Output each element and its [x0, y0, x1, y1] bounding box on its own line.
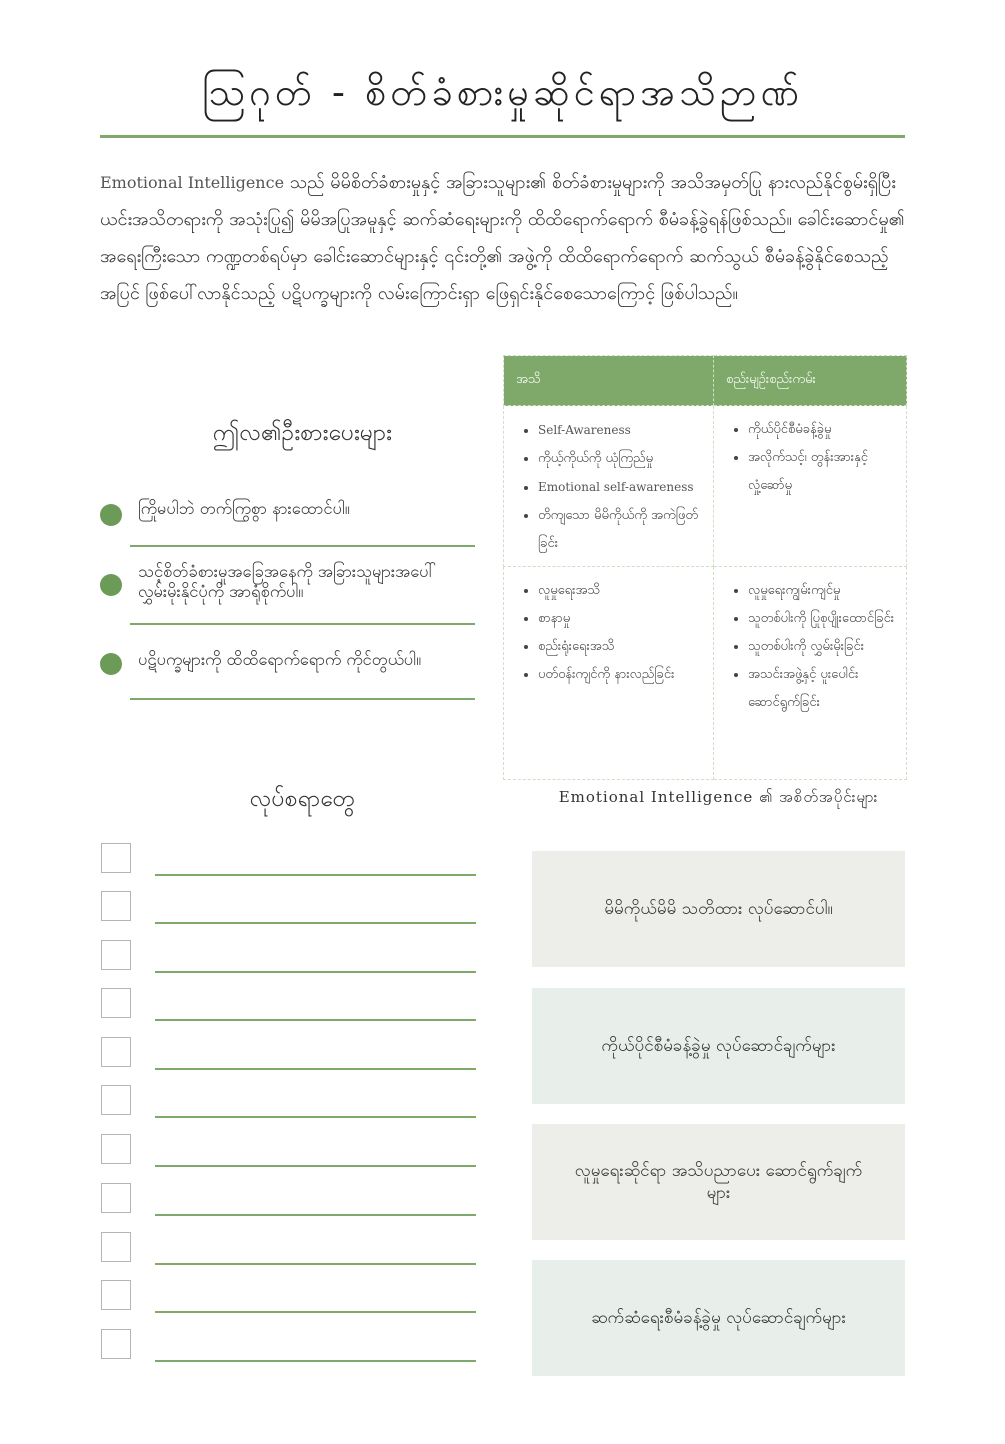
- tip-divider: [130, 623, 475, 625]
- task-line[interactable]: [155, 922, 476, 924]
- table-cell: [714, 406, 907, 567]
- table-header-awareness: အသိ: [504, 356, 714, 406]
- task-line[interactable]: [155, 1116, 476, 1118]
- bullet-dot-icon: [100, 504, 122, 526]
- table-row: [504, 567, 907, 780]
- task-row: [101, 1183, 476, 1215]
- task-checkbox[interactable]: [101, 1183, 131, 1213]
- list-item: • အသင်းအဖွဲ့နှင့် ပူးပေါင်းဆောင်ရွက်ခြင်း: [748, 661, 898, 717]
- bullet-dot-icon: [100, 574, 122, 596]
- task-row: [101, 1329, 476, 1361]
- ei-matrix-table: [503, 355, 907, 780]
- task-row: [101, 1085, 476, 1117]
- task-checkbox[interactable]: [101, 1329, 131, 1359]
- list-item: • ကိုယ့်ကိုယ်ကို ယုံကြည်မှု: [538, 445, 705, 473]
- task-line[interactable]: [155, 1019, 476, 1021]
- task-row: [101, 843, 476, 875]
- table-row: [504, 406, 907, 567]
- list-item: • Emotional self-awareness: [538, 473, 705, 502]
- task-line[interactable]: [155, 1360, 476, 1362]
- tip-text: သင့်စိတ်ခံစားမှုအခြေအနေကို အခြားသူများအပေါ် လွှမ်းမိုးနိုင်ပုံကို အာရုံစိုက်ပါ။: [138, 562, 437, 601]
- page-title: ဩဂုတ် - စိတ်ခံစားမှုဆိုင်ရာအသိဉာဏ်: [202, 70, 803, 114]
- task-line[interactable]: [155, 1165, 476, 1167]
- task-line[interactable]: [155, 1263, 476, 1265]
- list-item: • အလိုက်သင့်၊ တွန်းအားနှင့်လှုံ့ဆော်မှု: [748, 444, 898, 500]
- task-row: [101, 988, 476, 1020]
- component-card-self-awareness: မိမိကိုယ်မိမိ သတိထား လုပ်ဆောင်ပါ။: [532, 851, 905, 967]
- task-line[interactable]: [155, 1068, 476, 1070]
- list-item: • ပတ်ဝန်းကျင်ကို နားလည်ခြင်း: [538, 661, 705, 689]
- task-row: [101, 1232, 476, 1264]
- task-row: [101, 1037, 476, 1069]
- task-row: [101, 891, 476, 923]
- table-cell: [714, 567, 907, 780]
- task-row: [101, 1280, 476, 1312]
- list-item: • သူတစ်ပါးကို လွှမ်းမိုးခြင်း: [748, 633, 898, 661]
- tip-text: ပဋိပက္ခများကို ထိထိရောက်ရောက် ကိုင်တွယ်ပါ။: [138, 650, 422, 669]
- task-checkbox[interactable]: [101, 988, 131, 1018]
- list-item: • ကိုယ်ပိုင်စီမံခန့်ခွဲမှု: [748, 416, 898, 444]
- title-divider: [100, 135, 905, 138]
- bullet-dot-icon: [100, 653, 122, 675]
- task-checkbox[interactable]: [101, 843, 131, 873]
- tip-divider: [130, 545, 475, 547]
- task-line[interactable]: [155, 971, 476, 973]
- list-item: • လူမှုရေးအသိ: [538, 577, 705, 605]
- list-item: • စည်းရုံးရေးအသိ: [538, 633, 705, 661]
- table-cell: [504, 406, 714, 567]
- task-checkbox[interactable]: [101, 1037, 131, 1067]
- component-card-social-awareness: လူမှုရေးဆိုင်ရာ အသိပညာပေး ဆောင်ရွက်ချက်များ: [532, 1124, 905, 1240]
- intro-term: Emotional Intelligence: [100, 173, 285, 192]
- task-checkbox[interactable]: [101, 891, 131, 921]
- list-item: • Self-Awareness: [538, 416, 705, 445]
- task-row: [101, 1134, 476, 1166]
- list-item: • စာနာမှု: [538, 605, 705, 633]
- component-card-relationship-management: ဆက်ဆံရေးစီမံခန့်ခွဲမှု လုပ်ဆောင်ချက်များ: [532, 1260, 905, 1376]
- task-row: [101, 940, 476, 972]
- intro-paragraph: [100, 164, 906, 312]
- task-checkbox[interactable]: [101, 940, 131, 970]
- task-line[interactable]: [155, 1311, 476, 1313]
- intro-text: သည် မိမိစိတ်ခံစားမှုနှင့် အခြားသူများ၏ စိတ်ခံစားမှုများကို အသိအမှတ်ပြု နားလည်နိုင်စွမ်းရှိပြီး ယင်းအသိတရားကို အသုံးပြု၍ မိမိအပြုအမူနှင့် ဆက်ဆံရေးများကို ထိထိရောက်ရောက် စီမံခန့်ခွဲရန်ဖြစ်သည်။ ခေါင်းဆောင်မှု၏ အရေးကြီးသော ကဏ္ဍတစ်ရပ်မှာ ခေါင်းဆောင်များနှင့် ၎င်းတို့၏ အဖွဲ့ကို ထိထိရောက်ရောက် ဆက်သွယ် စီမံခန့်ခွဲနိုင်စေသည့်အပြင် ဖြစ်ပေါ်လာနိုင်သည့် ပဋိပက္ခများကို လမ်းကြောင်းရှာ ဖြေရှင်းနိုင်စေသောကြောင့် ဖြစ်ပါသည်။: [100, 172, 905, 304]
- tasks-heading: လုပ်စရာတွေ: [249, 786, 356, 812]
- tip-divider: [130, 698, 475, 700]
- tips-heading: ဤလ၏ဦးစားပေးများ: [213, 420, 392, 446]
- list-item: • တိကျသော မိမိကိုယ်ကို အကဲဖြတ်ခြင်း: [538, 502, 705, 558]
- tip-text: ကြိုမပါဘဲ တက်ကြွစွာ နားထောင်ပါ။: [138, 499, 350, 518]
- task-checkbox[interactable]: [101, 1134, 131, 1164]
- task-line[interactable]: [155, 874, 476, 876]
- task-line[interactable]: [155, 1214, 476, 1216]
- table-header-discipline: စည်းမျဉ်းစည်းကမ်း: [714, 356, 907, 406]
- component-card-self-management: ကိုယ်ပိုင်စီမံခန့်ခွဲမှု လုပ်ဆောင်ချက်များ: [532, 988, 905, 1104]
- table-cell: [504, 567, 714, 780]
- task-checkbox[interactable]: [101, 1085, 131, 1115]
- components-heading: Emotional Intelligence ၏ အစိတ်အပိုင်းများ: [558, 788, 879, 806]
- task-checkbox[interactable]: [101, 1280, 131, 1310]
- list-item: • လူမှုရေးကျွမ်းကျင်မှု: [748, 577, 898, 605]
- list-item: • သူတစ်ပါးကို ပြုစုပျိုးထောင်ခြင်း: [748, 605, 898, 633]
- task-checkbox[interactable]: [101, 1232, 131, 1262]
